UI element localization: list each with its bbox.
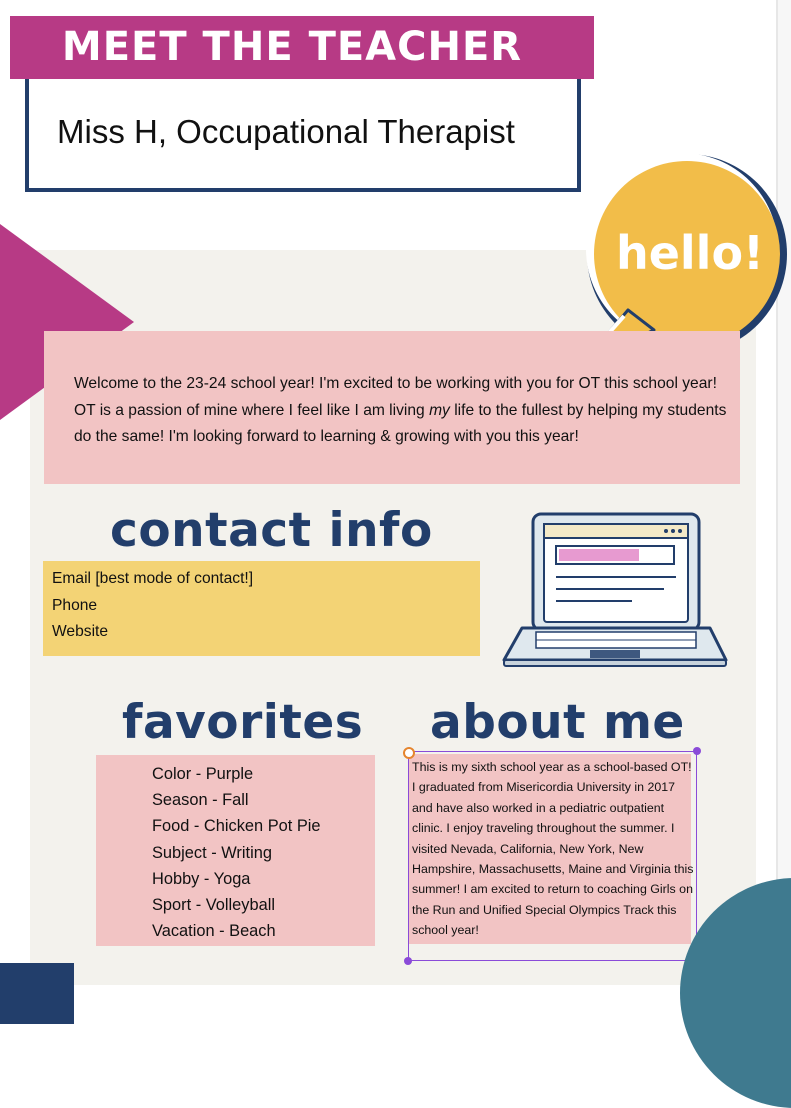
bubble-text: hello! xyxy=(615,226,765,280)
teacher-name-box[interactable] xyxy=(25,79,581,192)
text-box-selection-frame[interactable] xyxy=(408,751,697,961)
favorite-item: Color - Purple xyxy=(152,765,254,783)
page-title: MEET THE TEACHER xyxy=(61,24,523,70)
welcome-text xyxy=(74,371,734,451)
welcome-text-emphasis: my xyxy=(429,401,450,419)
rotate-handle[interactable] xyxy=(403,747,415,759)
favorite-item: Subject - Writing xyxy=(152,844,272,862)
favorite-item: Food - Chicken Pot Pie xyxy=(152,817,321,835)
favorites-heading: favorites xyxy=(122,695,364,750)
resize-handle-bottom-left[interactable] xyxy=(404,957,412,965)
favorite-item: Season - Fall xyxy=(152,791,249,809)
about-me-heading: about me xyxy=(430,695,685,750)
contact-email: Email [best mode of contact!] xyxy=(52,570,254,587)
contact-phone: Phone xyxy=(52,597,98,614)
contact-website: Website xyxy=(52,623,109,640)
welcome-text-end: life to the fullest by helping my students do the same! I'm looking forward to learning & growing with you this year! xyxy=(74,401,727,445)
favorite-item: Vacation - Beach xyxy=(152,922,276,940)
teacher-name: Miss H, Occupational Therapist xyxy=(57,113,515,150)
title-banner xyxy=(10,16,594,79)
welcome-box[interactable] xyxy=(44,331,740,484)
navy-corner-shape xyxy=(0,963,74,1024)
welcome-text-start: Welcome to the 23-24 school year! I'm excited to be working with you for OT this school year! OT is a passion of mine where I feel like I am living xyxy=(74,375,717,419)
resize-handle-top-right[interactable] xyxy=(693,747,701,755)
laptop-icon xyxy=(500,510,730,670)
favorite-item: Sport - Volleyball xyxy=(152,896,275,914)
contact-info-heading: contact info xyxy=(110,503,433,558)
favorites-box[interactable] xyxy=(96,755,375,946)
favorite-item: Hobby - Yoga xyxy=(152,870,251,888)
contact-info-box[interactable] xyxy=(43,561,480,656)
about-me-text[interactable]: This is my sixth school year as a school-based OT! I graduated from Misericordia University in 2017 and have also worked in a pediatric outpatient clinic. I enjoy traveling throughout the summer. I visited Nevada, California, New York, New Hampshire, Massachusetts, Maine and Virginia this summer! I am excited to return to coaching Girls on the Run and Unified Special Olympics Track this school year! xyxy=(412,760,694,938)
